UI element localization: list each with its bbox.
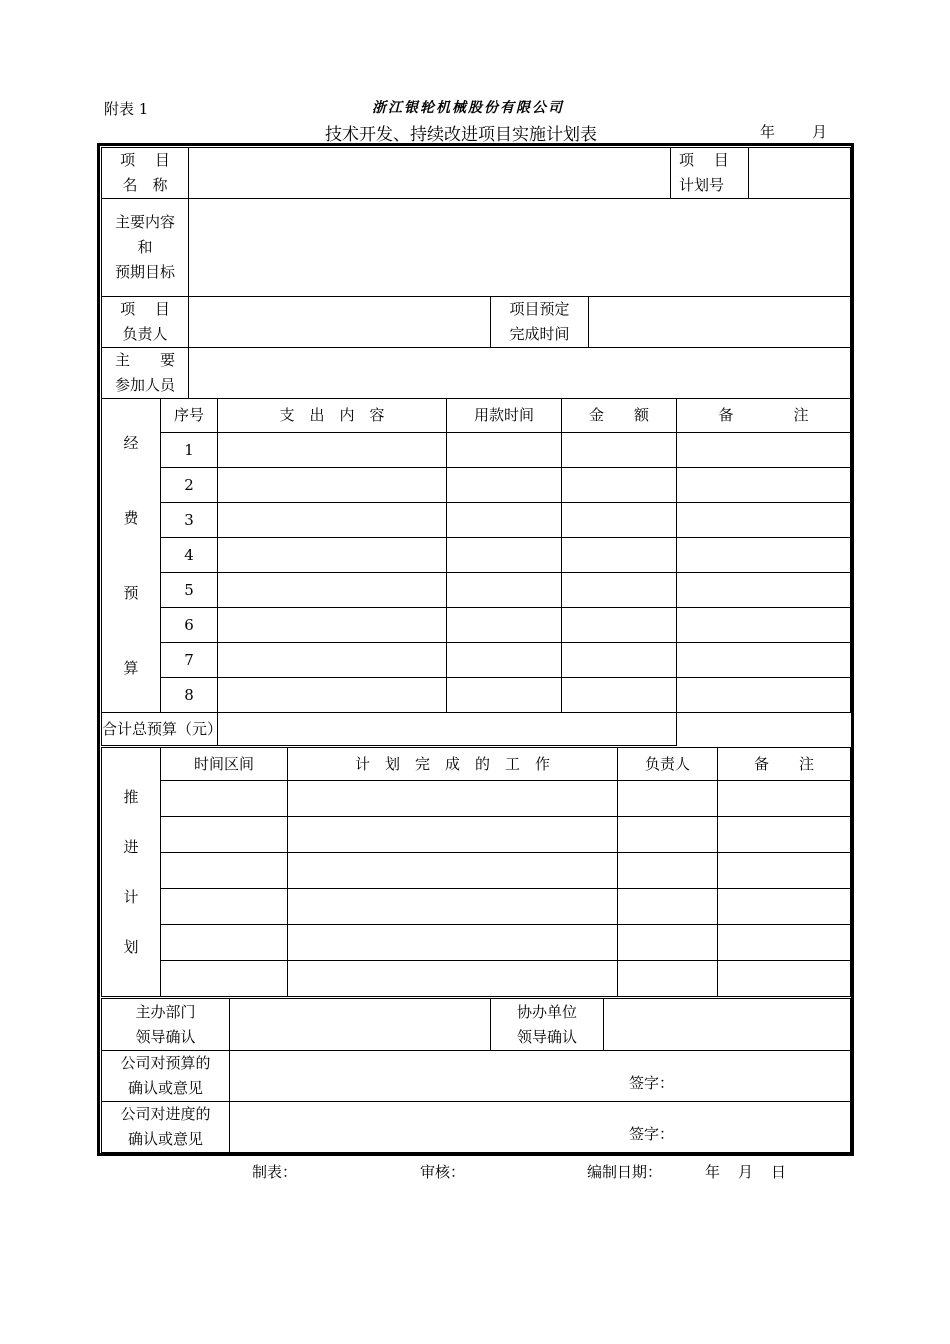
budget-row [102,503,851,538]
budget-row [102,468,851,503]
budget-row-number: 7 [161,643,218,678]
progress-period-cell[interactable] [161,925,288,961]
progress-section-label: 推 进 计 划 [102,748,161,997]
budget-content-cell[interactable] [218,433,447,468]
progress-col-work: 计 划 完 成 的 工 作 [288,748,618,781]
main-content-field[interactable] [189,199,851,297]
budget-note-cell[interactable] [677,573,851,608]
budget-time-cell[interactable] [447,433,562,468]
budget-row-number: 3 [161,503,218,538]
approval-section [101,998,850,1152]
progress-row [102,889,851,925]
progress-row [102,961,851,997]
budget-total-label: 合计总预算（元） [102,713,218,746]
budget-content-cell[interactable] [218,503,447,538]
budget-row-number: 8 [161,678,218,713]
budget-row [102,608,851,643]
progress-leader-cell[interactable] [618,961,718,997]
progress-note-cell[interactable] [718,853,851,889]
budget-time-cell[interactable] [447,643,562,678]
footer-year-label: 年 [705,1163,721,1181]
budget-section-label: 经 费 预 算 [102,399,161,713]
header-month-label: 月 [812,123,828,141]
progress-work-cell[interactable] [288,925,618,961]
budget-row [102,433,851,468]
budget-amount-cell[interactable] [562,573,677,608]
progress-row [102,925,851,961]
budget-time-cell[interactable] [447,608,562,643]
budget-row [102,643,851,678]
progress-note-cell[interactable] [718,817,851,853]
footer-month-label: 月 [738,1163,754,1181]
main-members-field[interactable] [189,348,851,399]
progress-work-cell[interactable] [288,961,618,997]
progress-note-cell[interactable] [718,961,851,997]
budget-note-cell[interactable] [677,538,851,573]
project-info-section [101,147,850,396]
progress-note-cell[interactable] [718,889,851,925]
project-name-label: 项 目 名 称 [102,148,189,199]
budget-note-cell[interactable] [677,643,851,678]
completion-time-label: 项目预定 完成时间 [491,297,589,348]
budget-content-cell[interactable] [218,678,447,713]
budget-col-amount: 金 额 [562,399,677,433]
host-dept-field[interactable] [230,999,491,1051]
progress-section [101,747,850,996]
progress-row [102,853,851,889]
progress-leader-cell[interactable] [618,853,718,889]
page-title: 技术开发、持续改进项目实施计划表 [325,125,597,145]
budget-row-number: 5 [161,573,218,608]
project-leader-label: 项 目 负责人 [102,297,189,348]
project-leader-field[interactable] [189,297,491,348]
progress-signature-label: 签字： [629,1125,675,1143]
budget-amount-cell[interactable] [562,433,677,468]
budget-note-cell[interactable] [677,433,851,468]
progress-period-cell[interactable] [161,781,288,817]
progress-work-cell[interactable] [288,853,618,889]
plan-number-field[interactable] [749,148,851,199]
plan-number-label: 项 目 计划号 [671,148,749,199]
budget-amount-cell[interactable] [562,503,677,538]
budget-content-cell[interactable] [218,608,447,643]
budget-row-number: 1 [161,433,218,468]
progress-period-cell[interactable] [161,853,288,889]
budget-time-cell[interactable] [447,503,562,538]
assist-unit-label: 协办单位 领导确认 [491,999,604,1051]
budget-opinion-field[interactable] [230,1051,851,1102]
budget-note-cell[interactable] [677,608,851,643]
budget-content-cell[interactable] [218,538,447,573]
header-year-label: 年 [760,123,776,141]
budget-content-cell[interactable] [218,468,447,503]
progress-work-cell[interactable] [288,817,618,853]
progress-opinion-label: 公司对进度的 确认或意见 [102,1102,230,1153]
progress-opinion-field[interactable] [230,1102,851,1153]
progress-period-cell[interactable] [161,817,288,853]
progress-col-period: 时间区间 [161,748,288,781]
progress-leader-cell[interactable] [618,925,718,961]
budget-row [102,538,851,573]
reviewed-by-label: 审核： [420,1163,466,1181]
budget-time-cell[interactable] [447,678,562,713]
compile-date-label: 编制日期： [587,1163,663,1181]
budget-content-cell[interactable] [218,643,447,678]
progress-col-note: 备 注 [718,748,851,781]
budget-opinion-label: 公司对预算的 确认或意见 [102,1051,230,1102]
assist-unit-field[interactable] [604,999,851,1051]
budget-row [102,678,851,713]
footer-day-label: 日 [771,1163,787,1181]
progress-work-cell[interactable] [288,781,618,817]
progress-row [102,817,851,853]
budget-content-cell[interactable] [218,573,447,608]
progress-note-cell[interactable] [718,781,851,817]
progress-note-cell[interactable] [718,925,851,961]
progress-work-cell[interactable] [288,889,618,925]
progress-leader-cell[interactable] [618,889,718,925]
budget-section [101,398,850,745]
main-members-label: 主 要 参加人员 [102,348,189,399]
company-name: 浙江银轮机械股份有限公司 [372,100,564,116]
budget-time-cell[interactable] [447,573,562,608]
budget-amount-cell[interactable] [562,608,677,643]
attachment-label: 附表 1 [104,100,149,118]
budget-signature-label: 签字： [629,1074,675,1092]
budget-time-cell[interactable] [447,538,562,573]
budget-col-number: 序号 [161,399,218,433]
budget-note-cell[interactable] [677,468,851,503]
progress-period-cell[interactable] [161,889,288,925]
completion-time-field[interactable] [589,297,851,348]
project-name-field[interactable] [189,148,671,199]
budget-row-number: 2 [161,468,218,503]
budget-col-note: 备 注 [677,399,851,433]
progress-leader-cell[interactable] [618,817,718,853]
progress-col-leader: 负责人 [618,748,718,781]
budget-total-field[interactable] [218,713,677,746]
budget-row [102,573,851,608]
budget-col-content: 支 出 内 容 [218,399,447,433]
budget-amount-cell[interactable] [562,538,677,573]
main-content-label: 主要内容 和 预期目标 [102,199,189,297]
budget-col-time: 用款时间 [447,399,562,433]
prepared-by-label: 制表： [252,1163,298,1181]
budget-amount-cell[interactable] [562,468,677,503]
progress-row [102,781,851,817]
budget-note-cell[interactable] [677,678,851,713]
budget-note-cell[interactable] [677,503,851,538]
budget-row-number: 6 [161,608,218,643]
progress-leader-cell[interactable] [618,781,718,817]
budget-amount-cell[interactable] [562,678,677,713]
progress-period-cell[interactable] [161,961,288,997]
host-dept-label: 主办部门 领导确认 [102,999,230,1051]
budget-amount-cell[interactable] [562,643,677,678]
budget-row-number: 4 [161,538,218,573]
budget-time-cell[interactable] [447,468,562,503]
